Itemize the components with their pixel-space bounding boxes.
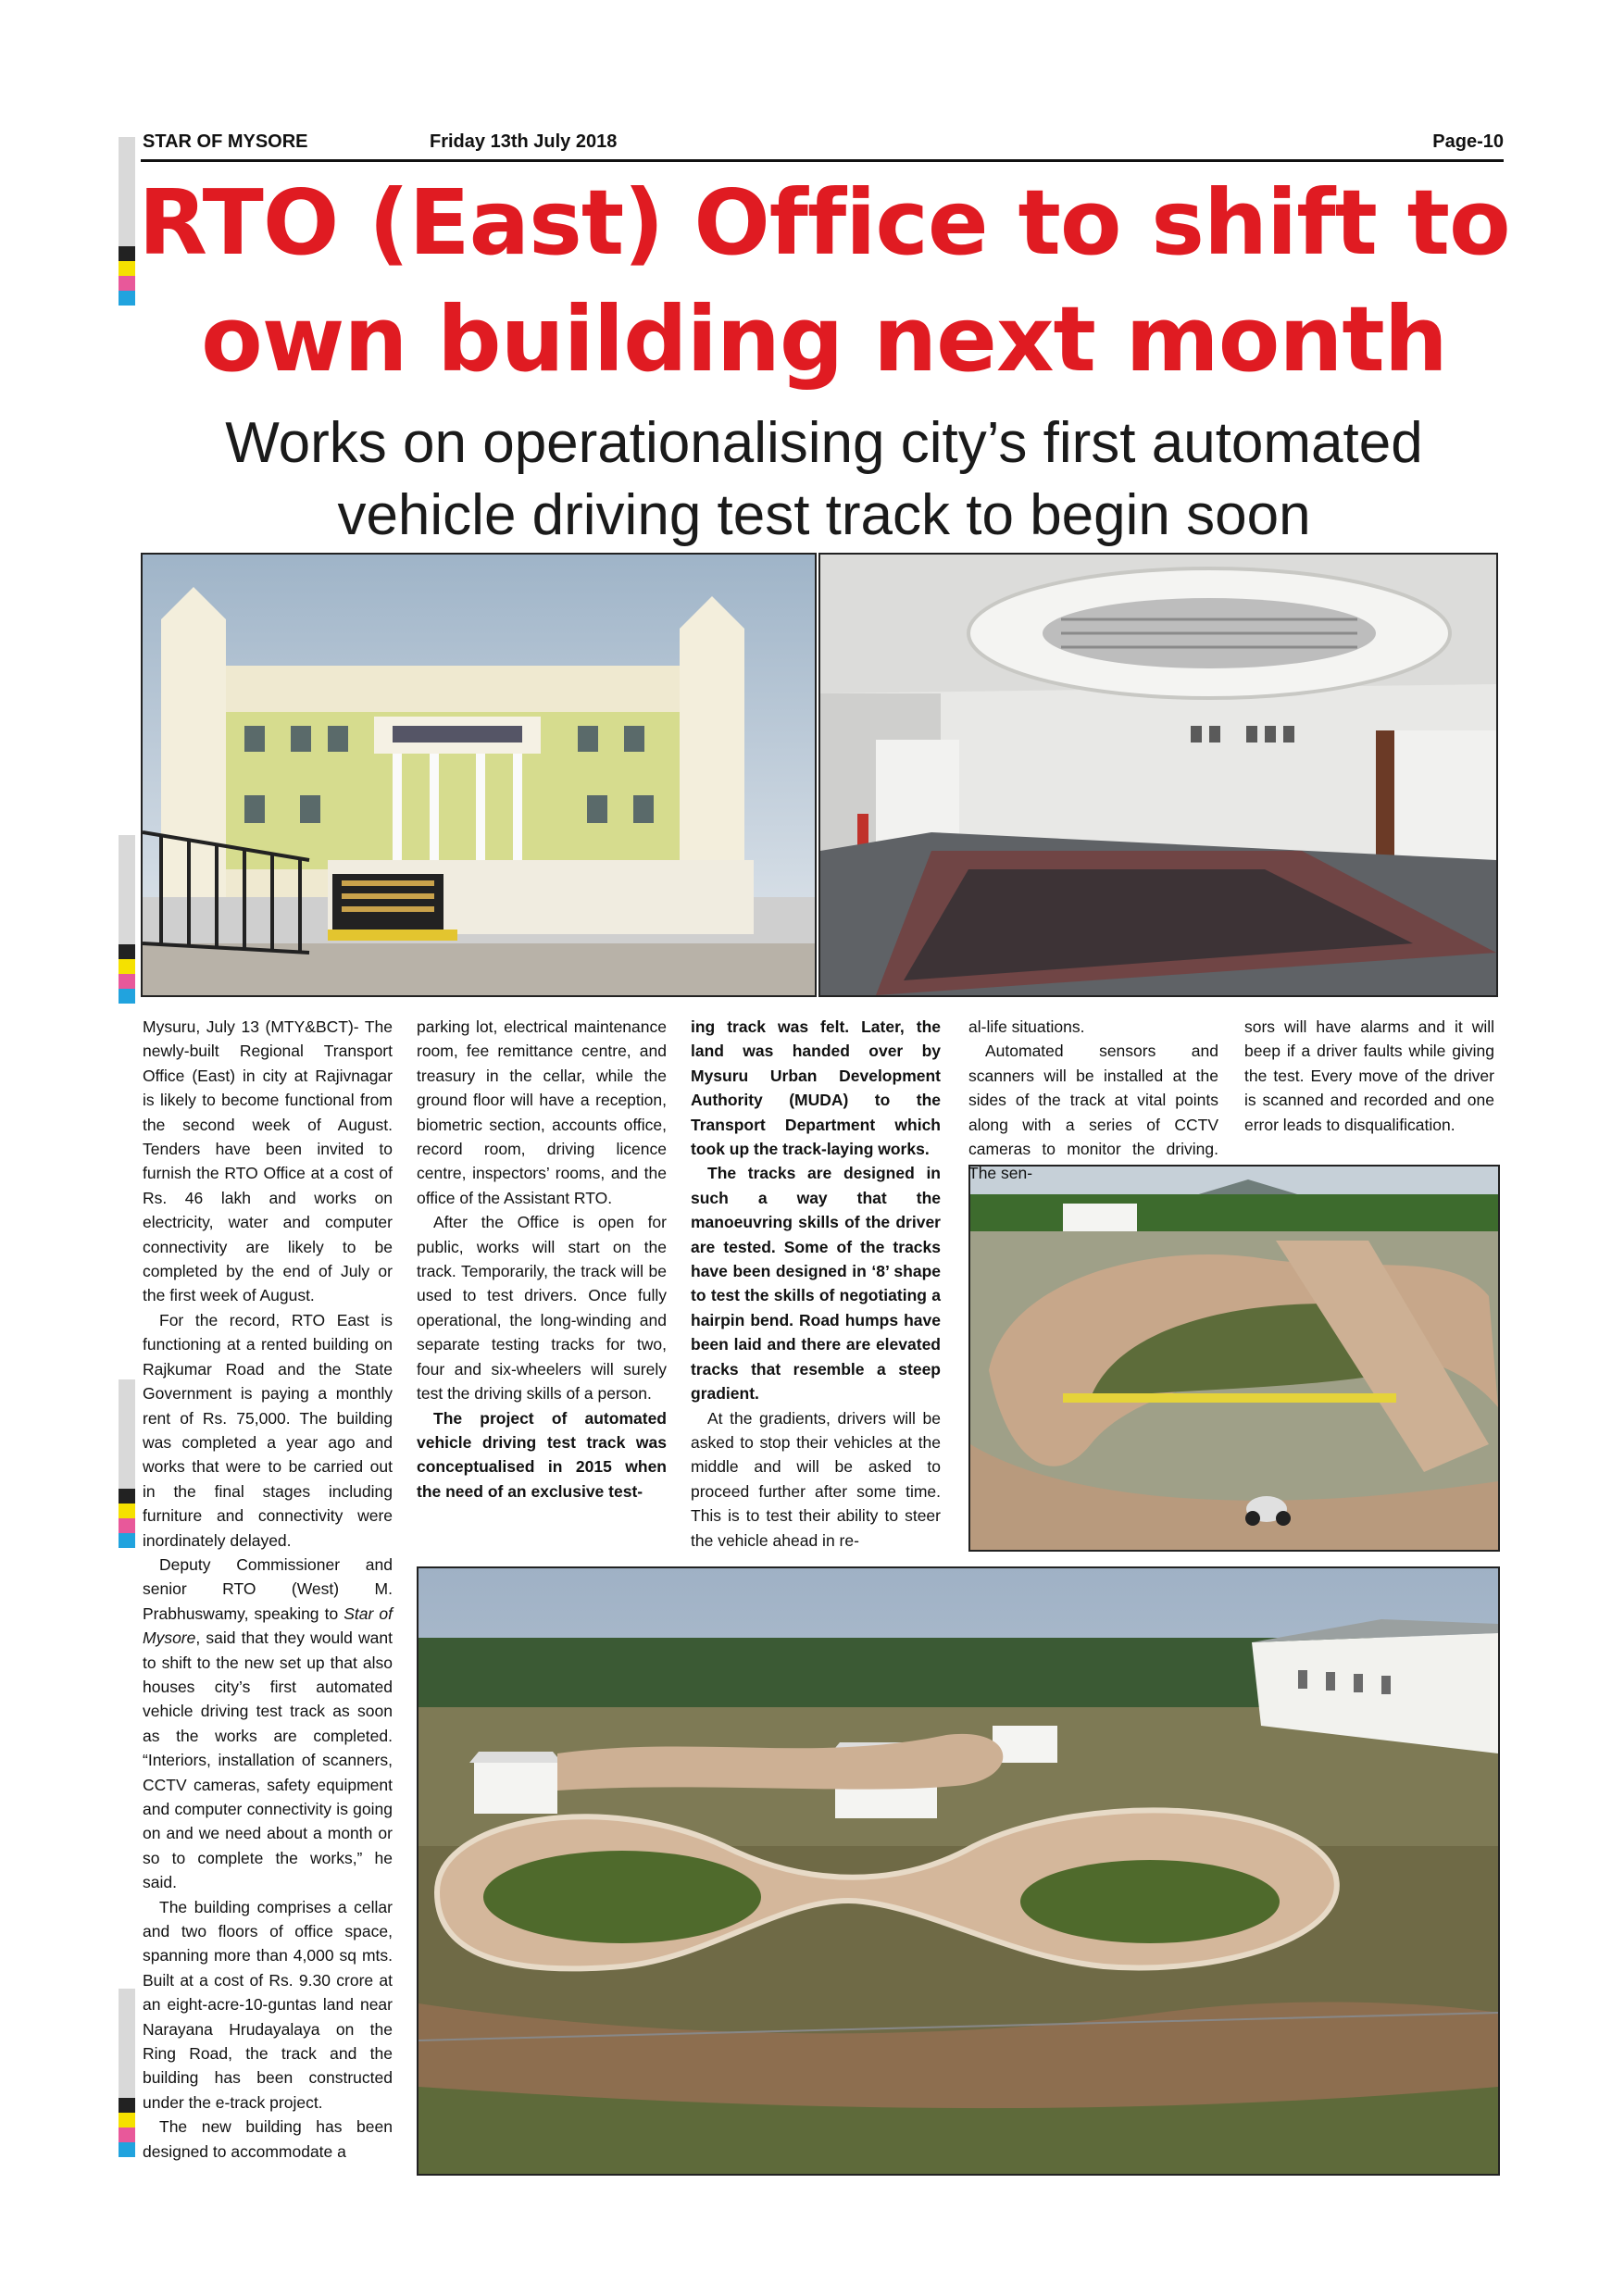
- issue-date: Friday 13th July 2018: [430, 131, 618, 152]
- headline: [93, 165, 1555, 398]
- article-paragraph: Automated sensors and scanners will be installed at the sides of the track at vital points along with a series of CCTV cameras to monitor the driving. The sen-: [968, 1042, 1218, 1183]
- article-paragraph: al-life situations.: [968, 1017, 1085, 1036]
- article-paragraph: The new building has been designed to accommodate a: [143, 2117, 393, 2161]
- header-rule: [141, 159, 1504, 162]
- page-number: Page-10: [1432, 131, 1504, 152]
- article-paragraph: For the record, RTO East is functioning at a rented building on Rajkumar Road and the State Government is paying a monthly rent of Rs. 75,000. The building was completed a year ago and works that were to be carried out in the final stages including furniture and connectivity were inordinately delayed.: [143, 1310, 393, 1550]
- article-paragraph: Mysuru, July 13 (MTY&BCT)- The newly-built Regional Transport Office (East) in city at Rajivnagar is likely to become functional from the second week of August. Tenders have been invited to furnish the RTO Office at a cost of Rs. 46 lakh and works on electricity, water and computer connectivity are likely to be completed by the end of July or the first week of August.: [143, 1017, 393, 1305]
- article-column-1: [143, 1015, 393, 2164]
- registration-marks-2: [119, 835, 135, 1004]
- building-illustration: [143, 555, 815, 995]
- article-paragraph: Deputy Commissioner and senior RTO (West) M. Prabhuswamy, speaking to Star of Mysore, said that they would want to shift to the new set up that also houses city’s first automated vehicle driving test track as soon as the works are completed. “Interiors, installation of scanners, CCTV cameras, safety equipment and computer connectivity is going on and we need about a month or so to complete the works,” he said.: [143, 1554, 393, 1892]
- photo-rto-building-interior: [818, 553, 1498, 997]
- subheadline: [130, 407, 1518, 552]
- photo-test-track-close: [968, 1165, 1500, 1552]
- article-paragraph: The building comprises a cellar and two floors of office space, spanning more than 4,000 sq mts. Built at a cost of Rs. 9.30 crore at an eight-acre-10-guntas land near Narayana Hrudayalaya on the Ring Road, the track and the building has been constructed under the e-track project.: [143, 1897, 393, 2112]
- article-column-2: [417, 1015, 667, 1504]
- subheadline-line-1: Works on operationalising city’s first automated: [225, 411, 1423, 475]
- article-paragraph: At the gradients, drivers will be asked to stop their vehicles at the middle and will be asked to proceed further after some time. This is to test their ability to steer the vehicle ahead in re-: [691, 1408, 941, 1550]
- article-paragraph-bold: The project of automated vehicle driving test track was conceptualised in 2015 when the need of an exclusive test-: [417, 1408, 667, 1501]
- track-illustration: [970, 1167, 1498, 1550]
- article-paragraph: After the Office is open for public, works will start on the track. Temporarily, the track will be used to test drivers. Once fully operational, the long-winding and separate testing tracks for two, four and six-wheelers will surely test the driving skills of a person.: [417, 1213, 667, 1404]
- headline-line-2: own building next month: [201, 287, 1447, 392]
- registration-marks-3: [119, 1379, 135, 1548]
- photo-test-track-aerial: [417, 1566, 1500, 2176]
- interior-illustration: [820, 555, 1496, 995]
- registration-marks-4: [119, 1989, 135, 2157]
- headline-line-1: RTO (East) Office to shift to: [138, 170, 1510, 275]
- article-column-3: [691, 1015, 941, 1553]
- aerial-track-illustration: [418, 1568, 1498, 2174]
- article-column-5: [1244, 1015, 1494, 1137]
- page-header: [143, 128, 1504, 157]
- article-paragraph: parking lot, electrical maintenance room, fee remittance centre, and treasury in the cellar, while the ground floor will have a reception, biometric section, accounts office, record room, driving licence centre, inspectors’ rooms, and the office of the Assistant RTO.: [417, 1017, 667, 1207]
- publication-name: Star of Mysore: [143, 1603, 393, 1648]
- photo-rto-building-exterior: [141, 553, 817, 997]
- article-paragraph-bold: The tracks are designed in such a way that the manoeuvring skills of the driver are tested. Some of the tracks have been designed in ‘8’ shape to test the skills of negotiating a hairpin bend. Road humps have been laid and there are elevated tracks that resemble a steep gradient.: [691, 1164, 941, 1404]
- subheadline-line-2: vehicle driving test track to begin soon: [337, 483, 1311, 547]
- article-paragraph: sors will have alarms and it will beep if a driver faults while giving the test. Every move of the driver is scanned and recorded and one error leads to disqualification.: [1244, 1017, 1494, 1134]
- article-paragraph-bold: ing track was felt. Later, the land was handed over by Mysuru Urban Development Authority (MUDA) to the Transport Department which took up the track-laying works.: [691, 1017, 941, 1159]
- paper-name: STAR OF MYSORE: [143, 131, 308, 152]
- article-column-4: [968, 1015, 1218, 1186]
